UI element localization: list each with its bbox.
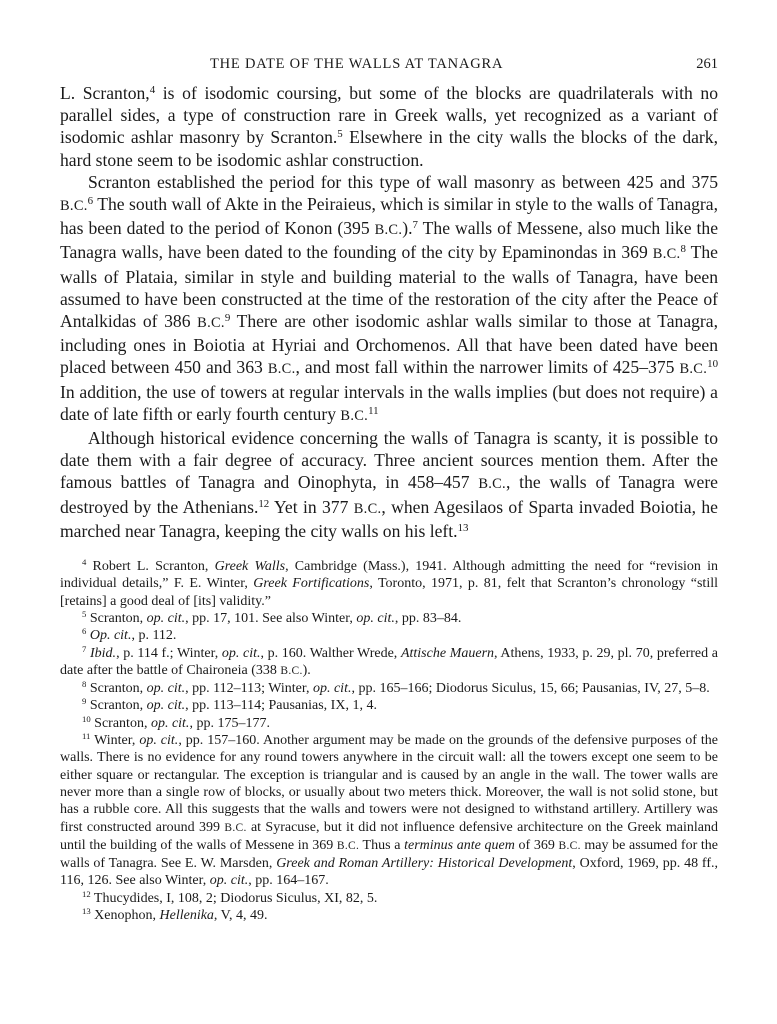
- note-ref: 9: [224, 312, 231, 325]
- paragraph: Scranton established the period for this type of wall masonry as between 425 and 375 B.C.$^6$ The south wall of Akte in the Peiraieus, which is similar in style to the walls of Tanagra, has been dated to the period of Konon (395 B.C.).$^7$ The walls of Messene, also much like the Tanagra walls, have been dated to the founding of the city by Epaminondas in 369 B.C.$^8$ The walls of Plataia, similar in style and building material to the walls of Tanagra, have been assumed to have been constructed at the time of the restoration of the city after the Peace of Antalkidas of 386 B.C.$^9$ There are other isodomic ashlar walls similar to those at Tanagra, including ones in Boiotia at Hyriai and Orchomenos. All that have been dated have been placed between 450 and 363 B.C., and most fall within the narrower limits of 425–375 B.C.$^{10}$ In addition, the use of towers at regular intervals in the walls implies (but does not require) a date of late fifth or early fourth century B.C.$^{11}$: [60, 171, 719, 424]
- small-caps-text: B.C.: [336, 839, 360, 852]
- small-caps-text: B.C.: [353, 500, 382, 517]
- small-caps-text: B.C.: [679, 361, 708, 378]
- italic-text: Greek and Roman Artillery: Historical Development: [276, 856, 573, 872]
- note-ref: 13: [82, 906, 91, 917]
- footnote-11: $^{11}$ Winter, op. cit., pp. 157–160. Another argument may be made on the grounds of the defensive purposes of the walls. There is no evidence for any round towers anywhere in the circuit wall: all the towers except one seem to be either square or rectangular. The exception is triangular and is caused by an angle in the wall. The tower walls are never more than a single row of blocks, or usually about two meters thick. Moreover, the wall is not solid stone, but has a rubble core. All this suggests that the walls and towers were not designed to withstand artillery. Artillery was first constructed around 399 B.C. at Syracuse, but it did not influence defensive architecture on the Greek mainland until the building of the walls of Messene in 369 B.C. Thus a terminus ante quem of 369 B.C. may be assumed for the walls of Tanagra. See E. W. Marsden, Greek and Roman Artillery: Historical Development, Oxford, 1969, pp. 48 ff., 116, 126. See also Winter, op. cit., pp. 164–167.: [60, 731, 719, 889]
- note-ref: 7: [412, 219, 418, 232]
- small-caps-text: B.C.: [340, 407, 369, 424]
- italic-text: Greek Fortifications: [253, 576, 370, 592]
- page: [60, 50, 718, 924]
- small-caps-text: B.C.: [558, 839, 581, 852]
- italic-text: op. cit.: [221, 645, 261, 661]
- italic-text: Op. cit.: [89, 628, 132, 644]
- small-caps-text: B.C.: [652, 246, 681, 263]
- italic-text: op. cit.: [146, 610, 186, 626]
- italic-text: op. cit.: [146, 698, 186, 714]
- note-ref: 10: [707, 358, 719, 371]
- note-ref: 7: [82, 643, 87, 654]
- italic-text: Attische Mauern: [400, 645, 495, 661]
- footnote-13: $^{13}$ Xenophon, Hellenika, V, 4, 49.: [82, 906, 268, 923]
- small-caps-text: B.C.: [60, 198, 88, 215]
- note-ref: 10: [82, 713, 91, 724]
- note-ref: 8: [680, 243, 686, 256]
- note-ref: 4: [149, 84, 156, 96]
- italic-text: terminus ante quem: [404, 837, 515, 853]
- italic-text: Ibid.: [90, 645, 117, 661]
- note-ref: 11: [368, 404, 379, 417]
- note-ref: 6: [82, 626, 87, 637]
- footnote-12: $^{12}$ Thucydides, I, 108, 2; Diodorus Siculus, XI, 82, 5.: [82, 888, 378, 906]
- footnote-8: $^8$ Scranton, op. cit., pp. 112–113; Winter, op. cit., pp. 165–166; Diodorus Siculus, 15, 66; Pausanias, IV, 27, 5–8.: [82, 679, 710, 697]
- small-caps-text: B.C.: [280, 664, 303, 677]
- note-ref: 12: [258, 497, 270, 510]
- paragraph: L. Scranton,$^4$ is of isodomic coursing, but some of the blocks are quadrilaterals with no parallel sides, a type of construction rare in Greek walls, yet recognized as a variant of isodomic ashlar masonry by Scranton.$^5$ Elsewhere in the city walls the blocks of the dark, hard stone seem to be isodomic ashlar construction.: [60, 83, 718, 170]
- italic-text: Hellenika: [159, 908, 214, 923]
- running-header: [60, 50, 718, 76]
- italic-text: op. cit.: [356, 610, 395, 626]
- note-ref: 4: [82, 557, 87, 568]
- footnote-10: $^{10}$ Scranton, op. cit., pp. 175–177.: [82, 713, 270, 731]
- small-caps-text: B.C.: [224, 821, 247, 834]
- note-ref: 13: [457, 521, 469, 534]
- footnote-5: $^5$ Scranton, op. cit., pp. 17, 101. See also Winter, op. cit., pp. 83–84.: [82, 609, 462, 626]
- footnote-6: $^6$ Op. cit., p. 112.: [82, 626, 177, 644]
- note-ref: 5: [337, 128, 343, 141]
- italic-text: op. cit.: [146, 681, 186, 697]
- note-ref: 12: [82, 888, 91, 899]
- body-text: [60, 82, 718, 542]
- paragraph: Although historical evidence concerning the walls of Tanagra is scanty, it is possible to date them with a fair degree of accuracy. Three ancient sources mention them. After the famous battles of Tanagra and Oinophyta, in 458–457 B.C., the walls of Tanagra were destroyed by the Athenians.$^{12}$ Yet in 377 B.C., when Agesilaos of Sparta invaded Boiotia, he marched near Tanagra, keeping the city walls on his left.$^{13}$: [60, 428, 718, 541]
- running-title: THE DATE OF THE WALLS AT TANAGRA: [210, 56, 504, 72]
- note-ref: 11: [82, 731, 91, 742]
- italic-text: op. cit.: [139, 733, 179, 749]
- small-caps-text: B.C.: [197, 315, 225, 332]
- italic-text: op. cit.: [209, 873, 249, 889]
- italic-text: op. cit.: [312, 681, 352, 697]
- note-ref: 5: [82, 609, 87, 620]
- footnote-9: $^9$ Scranton, op. cit., pp. 113–114; Pausanias, IX, 1, 4.: [82, 696, 377, 714]
- note-ref: 9: [82, 696, 87, 707]
- footnote-4: $^4$ Robert L. Scranton, Greek Walls, Cambridge (Mass.), 1941. Although admitting the need for “revision in individual details,” F. E. Winter, Greek Fortifications, Toronto, 1971, p. 81, felt that Scranton’s chronology “still [retains] a good deal of [its] validity.”: [60, 557, 719, 609]
- page-number: 261: [696, 56, 718, 72]
- italic-text: op. cit.: [150, 715, 190, 731]
- small-caps-text: B.C.: [267, 361, 296, 378]
- footnote-7: $^7$ Ibid., p. 114 f.; Winter, op. cit., p. 160. Walther Wrede, Attische Mauern, Athens, 1933, p. 29, pl. 70, preferred a date after the battle of Chaironeia (338 B.C.).: [60, 643, 719, 678]
- note-ref: 8: [82, 679, 87, 690]
- small-caps-text: B.C.: [478, 476, 506, 493]
- italic-text: Greek Walls: [214, 559, 286, 575]
- small-caps-text: B.C.: [374, 222, 403, 239]
- note-ref: 6: [87, 195, 94, 208]
- footnotes: [60, 558, 718, 924]
